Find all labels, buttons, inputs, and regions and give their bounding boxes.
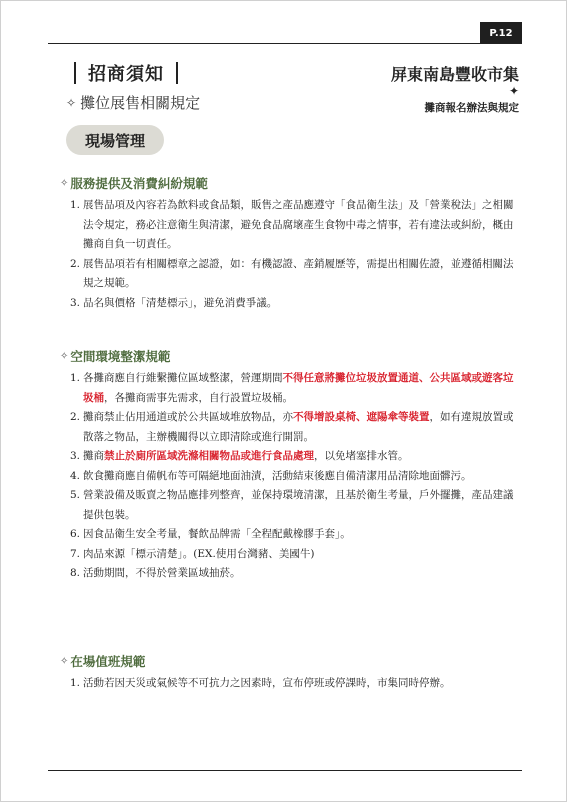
item-number: 2.: [70, 411, 81, 423]
title-bar-left: [74, 62, 76, 84]
section-heading: [60, 652, 145, 670]
item-text: 飲食攤商應自備帆布等可隔絕地面油漬，活動結束後應自備清潔用品清除地面髒污。: [83, 469, 472, 482]
rules-list: [70, 196, 515, 313]
item-text: 活動期間，不得於營業區域抽菸。: [83, 567, 241, 579]
item-number: 1.: [70, 199, 81, 211]
item-number: 3.: [70, 450, 81, 462]
list-item: [70, 255, 515, 294]
section-heading: [60, 347, 170, 365]
list-item: [70, 674, 515, 694]
list-item: [70, 196, 515, 255]
list-item: [70, 467, 515, 487]
section-title: 在場值班規範: [70, 654, 146, 669]
item-number: 6.: [70, 528, 81, 540]
page-number-badge: P.12: [480, 22, 522, 44]
sparkle-icon: ✧: [66, 95, 77, 110]
item-text: 攤商: [83, 450, 104, 462]
list-item: [70, 447, 515, 467]
item-number: 3.: [70, 296, 81, 309]
item-text: 攤商禁止佔用通道或於公共區域堆放物品，亦: [83, 411, 293, 423]
item-text: 肉品來源「標示清楚」。(EX.使用台灣豬、美國牛): [83, 547, 315, 560]
list-item: [70, 294, 515, 314]
sparkle-icon: ✧: [60, 655, 69, 667]
list-item: [70, 545, 515, 565]
item-number: 8.: [70, 567, 81, 579]
item-number: 4.: [70, 469, 81, 482]
item-text: ，以免堵塞排水管。: [314, 450, 409, 462]
star-icon: ✦: [508, 84, 519, 98]
item-text: 各攤商應自行維繫攤位區域整潔，營運期間: [83, 372, 283, 384]
rules-list: [70, 674, 515, 694]
highlighted-text: 不得增設桌椅、遮陽傘等裝置: [293, 411, 430, 423]
rules-list: [70, 369, 515, 584]
item-number: 7.: [70, 547, 81, 560]
page-title: 招商須知: [88, 64, 164, 85]
item-text: ，如有違規放置或散落之物品，主辦機關得以立即清除或進行開罰。: [83, 411, 514, 443]
item-text: 因食品衛生安全考量，餐飲品牌需「全程配戴橡膠手套」。: [83, 528, 351, 540]
list-item: [70, 369, 515, 408]
bottom-divider: [48, 770, 522, 771]
list-item: [70, 408, 515, 447]
page-title-group: [74, 60, 178, 86]
list-item: [70, 525, 515, 545]
subtitle-group: [66, 92, 200, 113]
highlighted-text: 禁止於廁所區域洗滌相關物品或進行食品處理: [104, 450, 314, 462]
section-heading: [60, 174, 208, 192]
item-text: 品名與價格「清楚標示」，避免消費爭議。: [83, 296, 278, 309]
item-number: 5.: [70, 489, 81, 501]
title-bar-right: [176, 62, 178, 84]
section-title: 空間環境整潔規範: [70, 349, 171, 364]
list-item: [70, 564, 515, 584]
item-number: 1.: [70, 372, 81, 384]
sparkle-icon: ✧: [60, 177, 69, 189]
organization-subtitle: 攤商報名辦法與規定: [424, 102, 519, 114]
top-divider: [48, 43, 522, 44]
item-text: 展售品項及內容若為飲料或食品類，販售之產品應遵守「食品衛生法」及「營業稅法」之相關法令規定，務必注意衛生與清潔，避免食品腐壞產生食物中毒之情事，若有違法或糾紛，概由攤商自負一切責任。: [83, 199, 514, 250]
item-text: 展售品項若有相關標章之認證，如：有機認證、產銷履歷等，需提出相關佐證，並遵循相關法規之規範。: [83, 257, 514, 289]
item-number: 1.: [70, 677, 81, 689]
sparkle-icon: ✧: [60, 350, 69, 362]
item-text: ，各攤商需事先需求，自行設置垃圾桶。: [104, 391, 293, 404]
section-pill: 現場管理: [66, 125, 164, 155]
page-subtitle: 攤位展售相關規定: [80, 94, 201, 112]
item-number: 2.: [70, 257, 81, 270]
section-title: 服務提供及消費糾紛規範: [70, 176, 208, 191]
item-text: 營業設備及販賣之物品應排列整齊，並保持環境清潔，且基於衛生考量，戶外擺攤，產品建議提供包裝。: [83, 489, 514, 521]
list-item: [70, 486, 515, 525]
item-text: 活動若因天災或氣候等不可抗力之因素時，宣布停班或停課時，市集同時停辦。: [83, 677, 451, 689]
highlighted-text: 不得任意將攤位垃圾放置通道、公共區域或遊客垃圾桶: [83, 372, 514, 404]
organization-name: 屏東南島豐收市集: [390, 65, 519, 84]
